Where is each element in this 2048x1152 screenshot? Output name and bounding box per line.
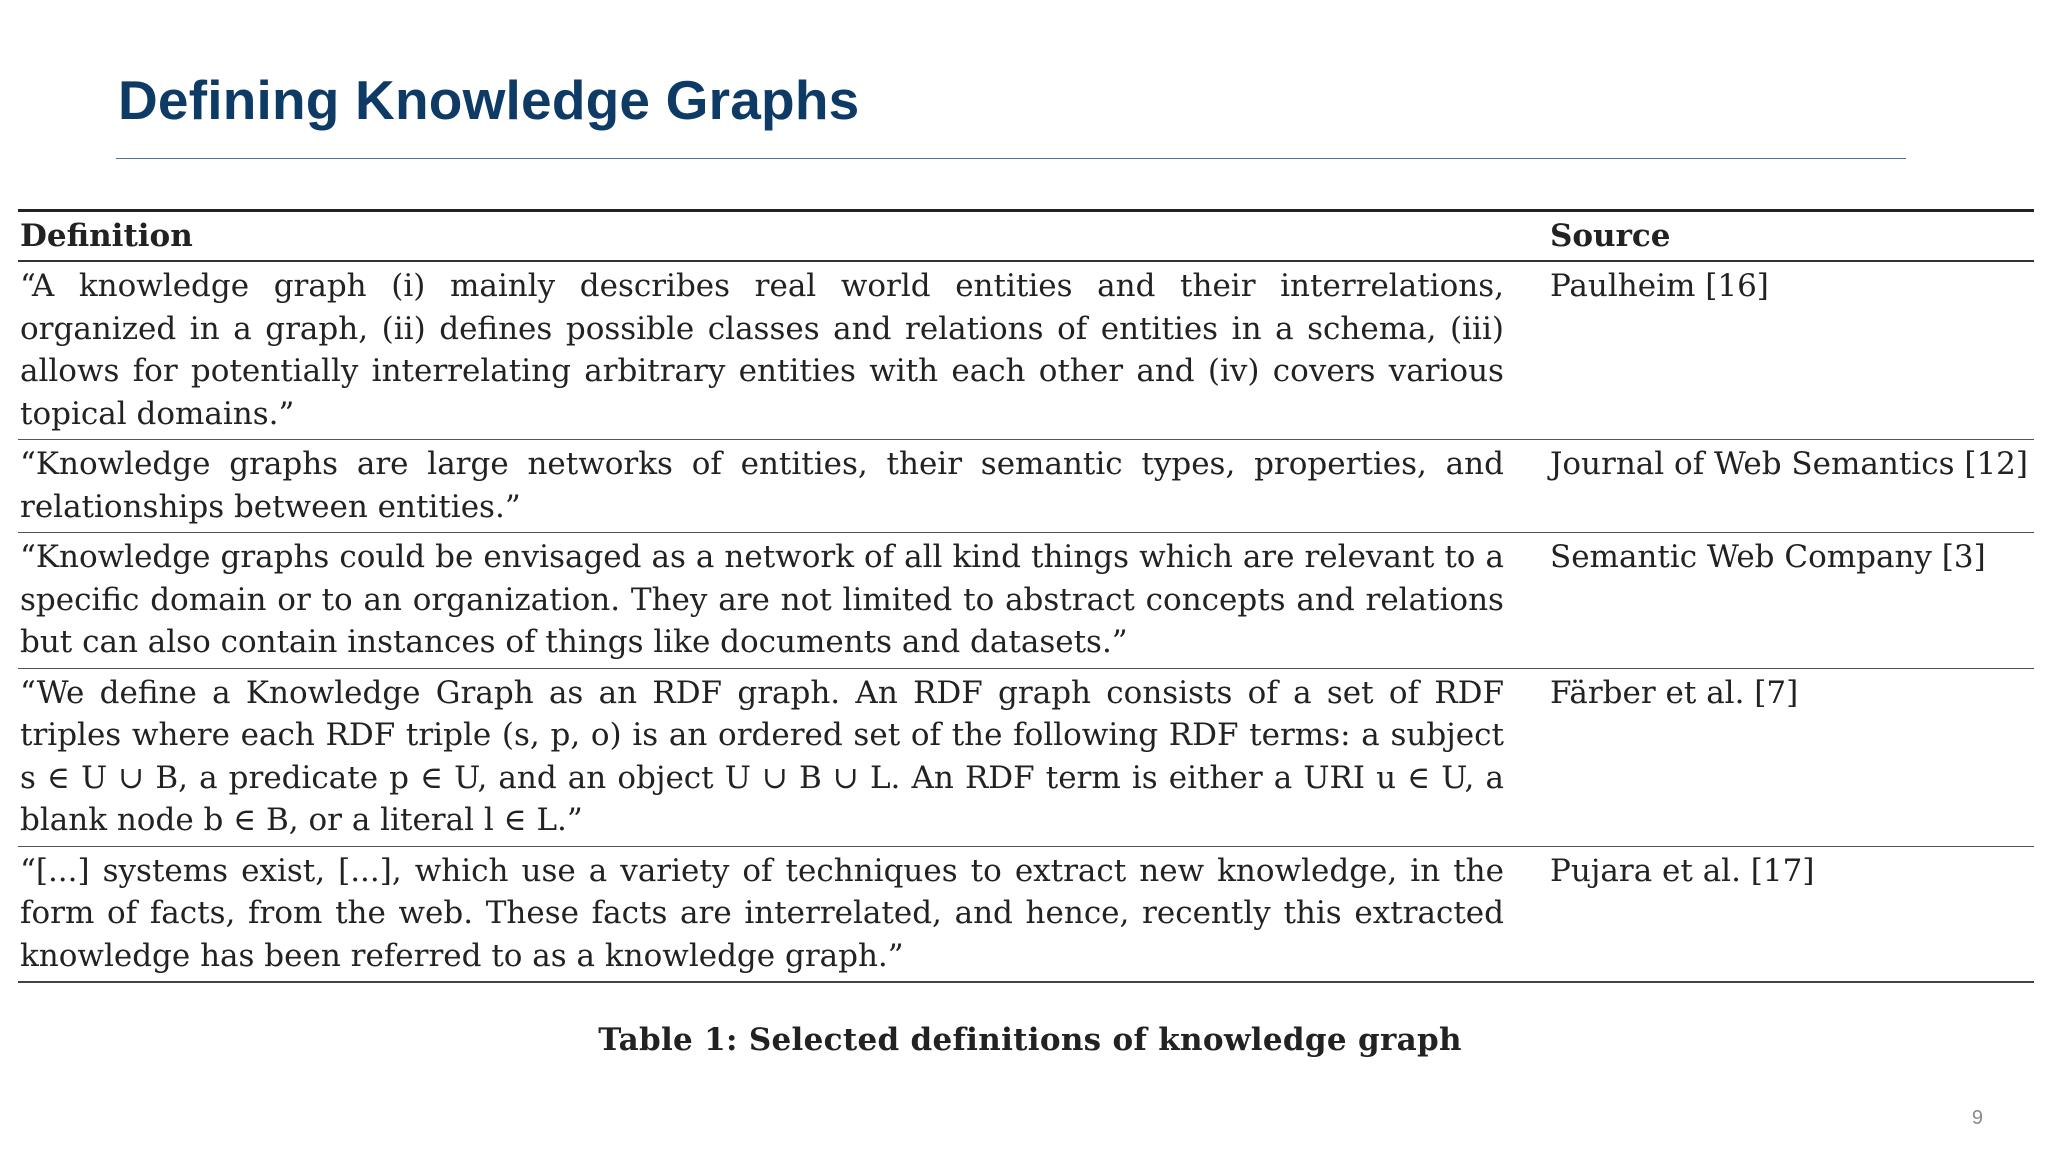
table-row [18,668,2034,846]
page-number: 9 [1971,1107,1983,1129]
definition-cell: “Knowledge graphs could be envisaged as a network of all kind things which are relevant to a specific domain or to an organization. They are not limited to abstract concepts and relations but can also contain instances of things like documents and datasets.” [18,533,1540,669]
definitions-table-block [18,209,2034,983]
definition-cell: “[...] systems exist, [...], which use a variety of techniques to extract new knowledge, in the form of facts, from the web. These facts are interrelated, and hence, recently this extracted knowledge has been referred to as a knowledge graph.” [18,846,1540,982]
header-definition: Definition [18,211,1540,262]
header-source: Source [1540,211,2034,262]
table-row [18,261,2034,440]
table-caption: Table 1: Selected definitions of knowledge graph [598,1022,1462,1058]
definitions-table [18,209,2034,983]
table-row [18,533,2034,669]
definition-cell: “A knowledge graph (i) mainly describes real world entities and their interrelations, organized in a graph, (ii) defines possible classes and relations of entities in a schema, (iii) allows for potentially interrelating arbitrary entities with each other and (iv) covers various topical domains.” [20,268,1504,432]
source-cell: Pujara et al. [17] [1540,846,2034,982]
table-row [18,440,2034,533]
definition-cell: “Knowledge graphs are large networks of entities, their semantic types, properties, and relationships between entities.” [18,440,1540,533]
source-cell: Journal of Web Semantics [12] [1540,440,2034,533]
slide-title: Defining Knowledge Graphs [118,69,860,131]
source-cell: Semantic Web Company [3] [1540,533,2034,669]
table-header-row [18,211,2034,262]
table-row [18,846,2034,982]
source-cell: Paulheim [16] [1549,268,1769,304]
definition-cell: “We define a Knowledge Graph as an RDF graph. An RDF graph consists of a set of RDF triples where each RDF triple (s, p, o) is an ordered set of the following RDF terms: a subject s ∈ U ∪ B, a predicate p ∈ U, and an object U ∪ B ∪ L. An RDF term is either a URI u ∈ U, a blank node b ∈ B, or a literal l ∈ L.” [18,668,1540,846]
source-cell: Färber et al. [7] [1540,668,2034,846]
title-divider [116,158,1906,159]
